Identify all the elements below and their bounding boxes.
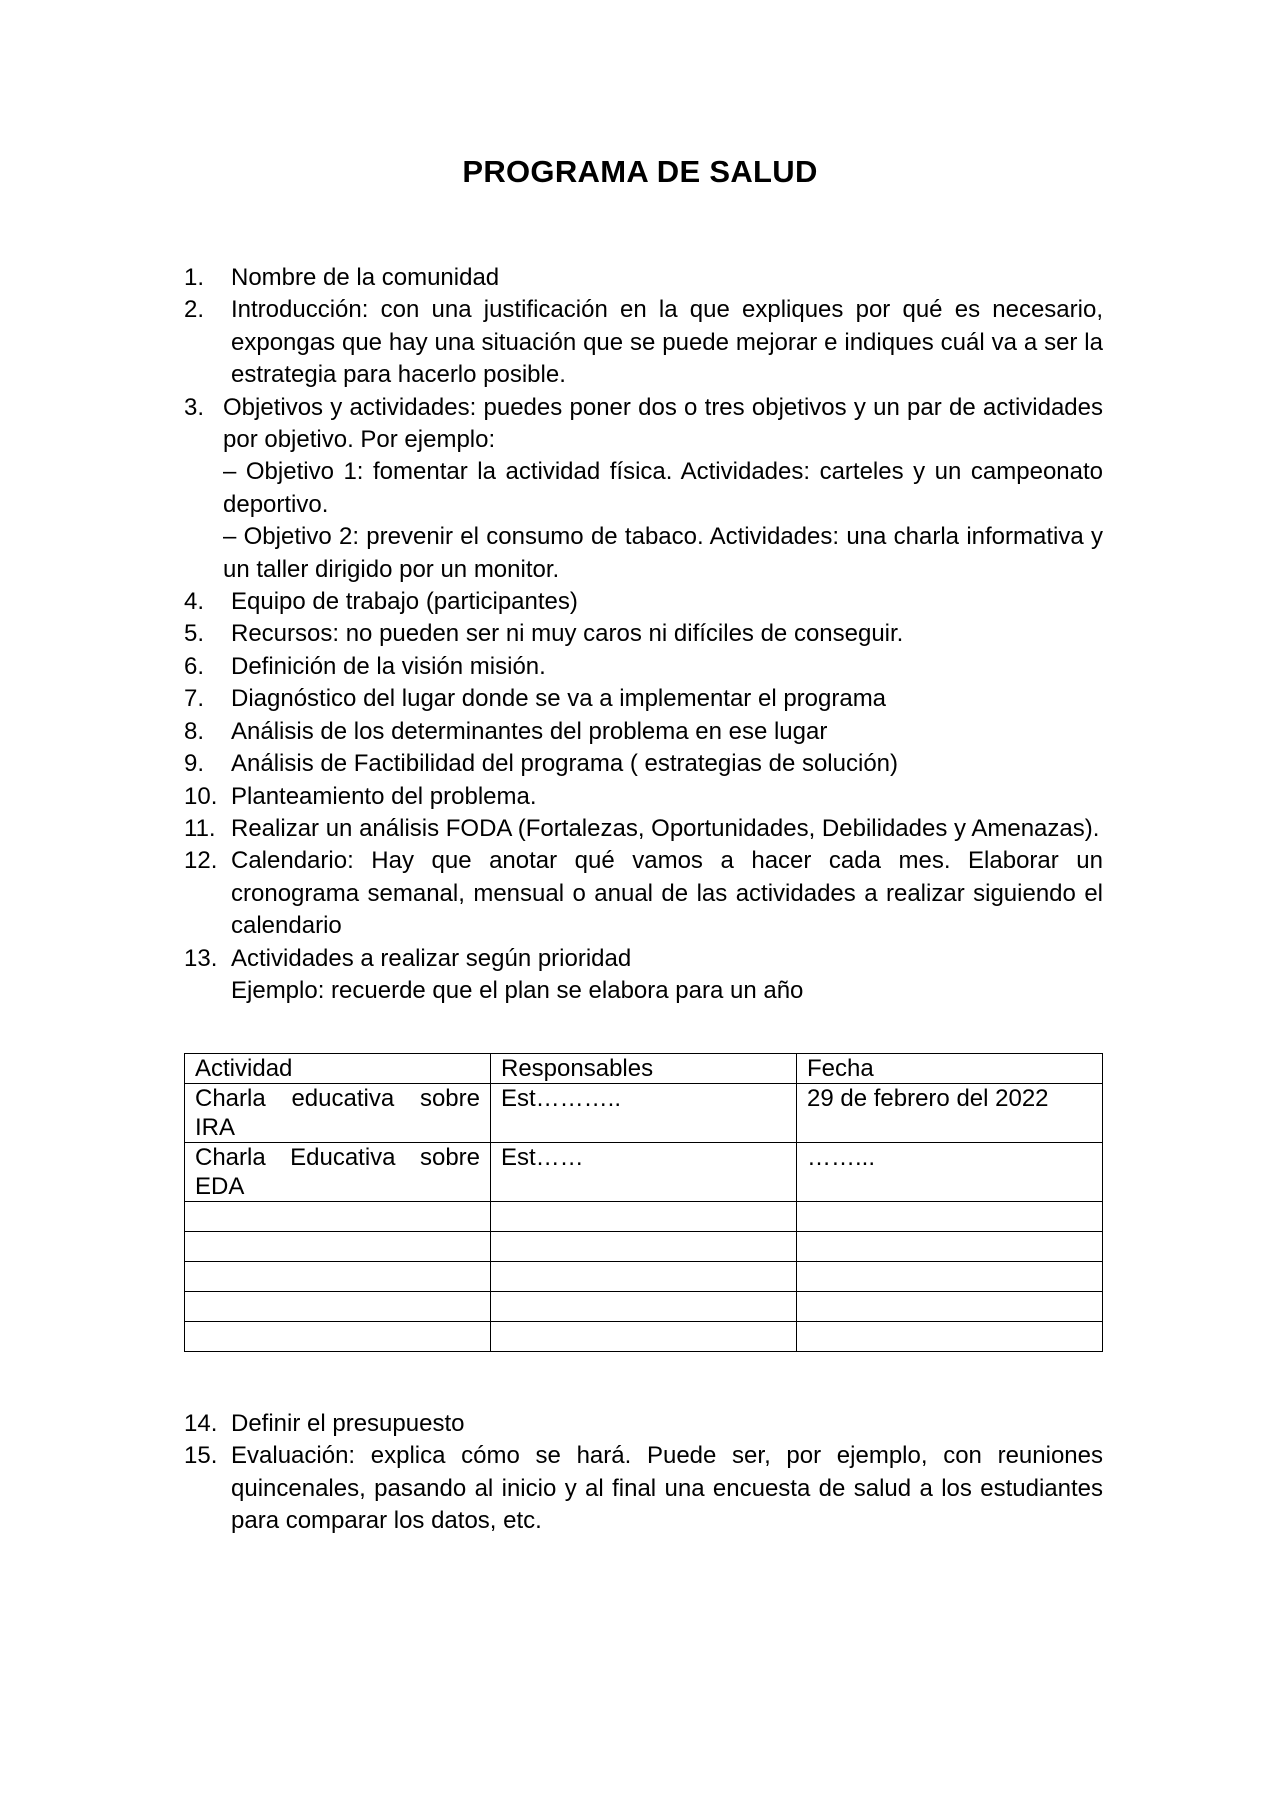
list-number: 13. bbox=[184, 944, 218, 972]
list-item bbox=[184, 618, 1103, 650]
list-number: 15. bbox=[184, 1442, 218, 1470]
table-cell: 29 de febrero del 2022 bbox=[797, 1084, 1103, 1143]
table-cell bbox=[797, 1232, 1103, 1262]
list-text: Equipo de trabajo (participantes) bbox=[231, 588, 578, 616]
list-text: Análisis de Factibilidad del programa ( estrategias de solución) bbox=[231, 750, 899, 778]
list-item bbox=[184, 294, 1103, 391]
table-cell: ……... bbox=[797, 1143, 1103, 1202]
table-cell bbox=[491, 1322, 797, 1352]
list-text: Planteamiento del problema. bbox=[231, 782, 537, 810]
column-header: Fecha bbox=[797, 1054, 1103, 1084]
list-number: 6. bbox=[184, 652, 205, 680]
list-number: 10. bbox=[184, 782, 218, 810]
list-number: 2. bbox=[184, 296, 205, 324]
list-item bbox=[184, 586, 1103, 618]
table-cell: Est…… bbox=[491, 1143, 797, 1202]
column-header: Actividad bbox=[185, 1054, 491, 1084]
table-cell: Charla Educativa sobre EDA bbox=[185, 1143, 491, 1202]
table-cell bbox=[185, 1292, 491, 1322]
table-row bbox=[185, 1202, 1103, 1232]
list-text: Calendario: Hay que anotar qué vamos a hacer cada mes. Elaborar un cronograma semanal, mensual o anual de las actividades a realizar siguiendo el calendario bbox=[231, 847, 1103, 940]
requirements-list-continued bbox=[184, 1408, 1103, 1538]
list-text: Nombre de la comunidad bbox=[231, 264, 500, 291]
table-cell bbox=[797, 1262, 1103, 1292]
table-cell bbox=[491, 1232, 797, 1262]
page-title: PROGRAMA DE SALUD bbox=[462, 154, 818, 189]
list-item bbox=[184, 943, 1103, 1008]
objective-text: – Objetivo 2: prevenir el consumo de tabaco. Actividades: una charla informativa y un taller dirigido por un monitor. bbox=[223, 523, 1103, 583]
list-item bbox=[184, 781, 1103, 813]
table-cell bbox=[797, 1292, 1103, 1322]
table-cell bbox=[797, 1322, 1103, 1352]
list-item bbox=[184, 262, 1103, 294]
list-item bbox=[184, 716, 1103, 748]
table-cell bbox=[491, 1202, 797, 1232]
table-row bbox=[185, 1084, 1103, 1143]
activities-table bbox=[184, 1053, 1103, 1352]
list-text: Realizar un análisis FODA (Fortalezas, Oportunidades, Debilidades y Amenazas). bbox=[231, 814, 1100, 842]
list-number: 12. bbox=[184, 847, 218, 875]
list-number: 7. bbox=[184, 685, 205, 713]
list-text: Análisis de los determinantes del problema en ese lugar bbox=[231, 717, 828, 745]
list-item bbox=[184, 1408, 1103, 1440]
list-item bbox=[184, 748, 1103, 780]
table-row bbox=[185, 1143, 1103, 1202]
list-number: 9. bbox=[184, 750, 205, 778]
list-item bbox=[184, 1440, 1103, 1537]
list-text: Introducción: con una justificación en la que expliques por qué es necesario, expongas que hay una situación que se puede mejorar e indiques cuál va a ser la estrategia para hacerlo posible. bbox=[231, 296, 1103, 389]
table-row bbox=[185, 1262, 1103, 1292]
list-number: 4. bbox=[184, 588, 205, 616]
table-row bbox=[185, 1232, 1103, 1262]
list-text: Diagnóstico del lugar donde se va a implementar el programa bbox=[231, 685, 887, 713]
list-text: Objetivos y actividades: puedes poner dos o tres objetivos y un par de actividades por objetivo. Por ejemplo: bbox=[223, 393, 1103, 454]
table-cell bbox=[797, 1202, 1103, 1232]
list-text: Actividades a realizar según prioridad bbox=[231, 944, 632, 972]
list-text: Evaluación: explica cómo se hará. Puede ser, por ejemplo, con reuniones quincenales, pasando al inicio y al final una encuesta de salud a los estudiantes para comparar los datos, etc. bbox=[231, 1442, 1103, 1535]
list-text: Recursos: no pueden ser ni muy caros ni difíciles de conseguir. bbox=[231, 620, 904, 648]
table-cell bbox=[185, 1322, 491, 1352]
table-header-row bbox=[185, 1054, 1103, 1084]
list-number: 11. bbox=[184, 814, 216, 842]
table-cell bbox=[185, 1232, 491, 1262]
table-cell bbox=[185, 1262, 491, 1292]
list-number: 5. bbox=[184, 620, 205, 648]
example-text: Ejemplo: recuerde que el plan se elabora para un año bbox=[231, 976, 804, 1004]
table-cell bbox=[185, 1202, 491, 1232]
list-text: Definición de la visión misión. bbox=[231, 652, 546, 680]
list-number: 14. bbox=[184, 1410, 218, 1437]
list-item bbox=[184, 651, 1103, 683]
requirements-list bbox=[184, 262, 1103, 1007]
table-row bbox=[185, 1322, 1103, 1352]
table-cell: Charla educativa sobre IRA bbox=[185, 1084, 491, 1143]
table-cell: Est……….. bbox=[491, 1084, 797, 1143]
list-item bbox=[184, 392, 1103, 586]
column-header: Responsables bbox=[491, 1054, 797, 1084]
list-item bbox=[184, 683, 1103, 715]
list-number: 3. bbox=[184, 393, 205, 421]
table-cell bbox=[491, 1292, 797, 1322]
list-number: 8. bbox=[184, 717, 205, 745]
list-text: Definir el presupuesto bbox=[231, 1410, 465, 1437]
table-cell bbox=[491, 1262, 797, 1292]
list-number: 1. bbox=[184, 264, 205, 291]
list-item bbox=[184, 845, 1103, 942]
table-row bbox=[185, 1292, 1103, 1322]
list-item bbox=[184, 813, 1103, 845]
objective-text: – Objetivo 1: fomentar la actividad física. Actividades: carteles y un campeonato deportivo. bbox=[223, 458, 1103, 518]
